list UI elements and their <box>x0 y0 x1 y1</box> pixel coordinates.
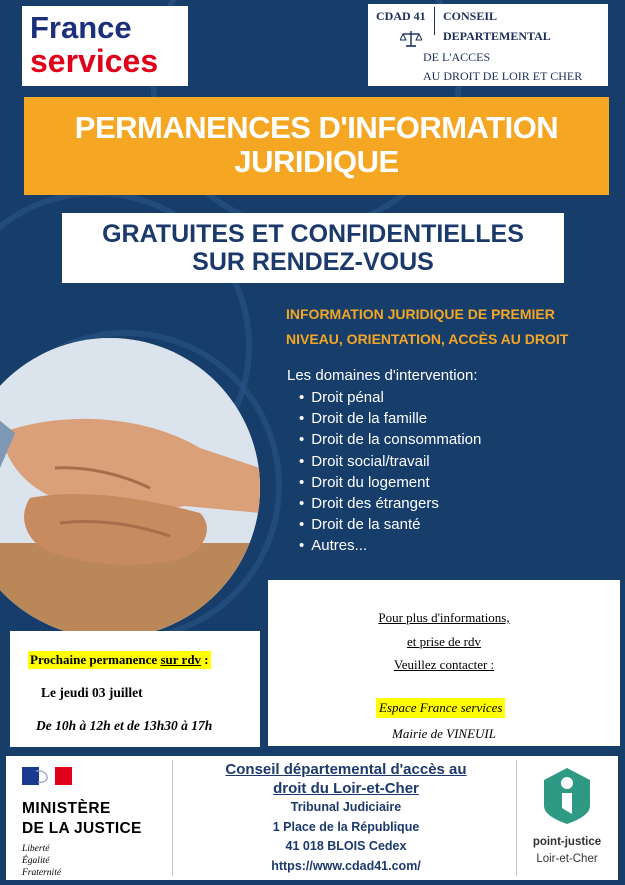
domain-item: • Droit de la santé <box>299 514 607 535</box>
subtitle-line2: SUR RENDEZ-VOUS <box>192 248 434 276</box>
next-label-rdv: sur rdv <box>160 652 202 667</box>
info-text <box>286 302 606 352</box>
contact-line3: Veuillez contacter : <box>393 657 495 672</box>
next-session-label <box>28 651 211 669</box>
footer-cdad-info <box>176 760 516 876</box>
footer-address2: 1 Place de la République <box>272 819 420 834</box>
next-session-hours: De 10h à 12h et de 13h30 à 17h <box>36 718 213 733</box>
cdad-code: CDAD 41 <box>376 9 426 23</box>
footer-divider <box>172 760 173 876</box>
ministry-name2: DE LA JUSTICE <box>22 820 142 837</box>
motto-liberte: Liberté <box>22 844 50 854</box>
domain-item: • Droit des étrangers <box>299 493 607 514</box>
contact-place: Espace France services <box>376 698 505 718</box>
next-label-pre: Prochaine permanence <box>30 652 161 667</box>
contact-line1: Pour plus d'informations, <box>378 610 510 625</box>
subtitle-line1: GRATUITES ET CONFIDENTIELLES <box>102 220 524 248</box>
cdad-line3: DE L'ACCES <box>423 50 491 64</box>
point-justice-region: Loir-et-Cher <box>536 853 598 865</box>
domain-item: • Droit pénal <box>299 387 607 408</box>
footer-url[interactable]: https://www.cdad41.com/ <box>271 858 421 873</box>
motto-fraternite: Fraternité <box>22 868 62 878</box>
france-services-logo <box>22 6 188 86</box>
point-justice-icon <box>540 766 594 826</box>
next-session-box <box>10 631 260 747</box>
contact-line2: et prise de rdv <box>406 634 481 649</box>
motto-egalite: Égalité <box>22 856 50 866</box>
next-label-post: : <box>201 652 209 667</box>
title-banner <box>24 97 609 195</box>
cdad-line4: AU DROIT DE LOIR ET CHER <box>423 69 583 83</box>
logo-text-france: France <box>30 10 132 45</box>
footer-address3: 41 018 BLOIS Cedex <box>285 839 407 853</box>
scales-of-justice-icon <box>400 30 422 48</box>
domain-item: • Droit de la famille <box>299 408 607 429</box>
title-line2: JURIDIQUE <box>234 144 399 179</box>
cdad-logo <box>368 4 608 86</box>
footer-cdad-title2: droit du Loir-et-Cher <box>273 780 419 797</box>
contact-box <box>268 580 620 746</box>
cdad-line2: DEPARTEMENTAL <box>443 29 551 43</box>
footer-address1: Tribunal Judiciaire <box>290 800 402 814</box>
info-line2: NIVEAU, ORIENTATION, ACCÈS AU DROIT <box>286 331 569 347</box>
contact-mairie: Mairie de VINEUIL <box>392 726 496 741</box>
logo-text-services: services <box>30 43 159 79</box>
domain-item: • Droit social/travail <box>299 451 607 472</box>
next-session-date: Le jeudi 03 juillet <box>41 685 143 700</box>
domain-item: • Droit de la consommation <box>299 429 607 450</box>
footer-divider <box>516 760 517 876</box>
info-line1: INFORMATION JURIDIQUE DE PREMIER <box>286 306 555 322</box>
ministry-name1: MINISTÈRE <box>22 800 111 817</box>
subtitle-banner <box>62 213 564 283</box>
cdad-divider <box>434 7 435 35</box>
footer <box>6 756 618 880</box>
footer-cdad-title1: Conseil départemental d'accès au <box>225 761 467 778</box>
title-line1: PERMANENCES D'INFORMATION <box>74 110 559 145</box>
domains-list <box>287 366 607 557</box>
point-justice-label: point-justice <box>532 836 602 848</box>
domains-heading: Les domaines d'intervention: <box>287 367 478 384</box>
marianne-flag-icon <box>22 767 72 785</box>
domain-item: • Droit du logement <box>299 472 607 493</box>
domain-item: • Autres... <box>299 535 607 556</box>
cdad-line1: CONSEIL <box>443 9 498 23</box>
